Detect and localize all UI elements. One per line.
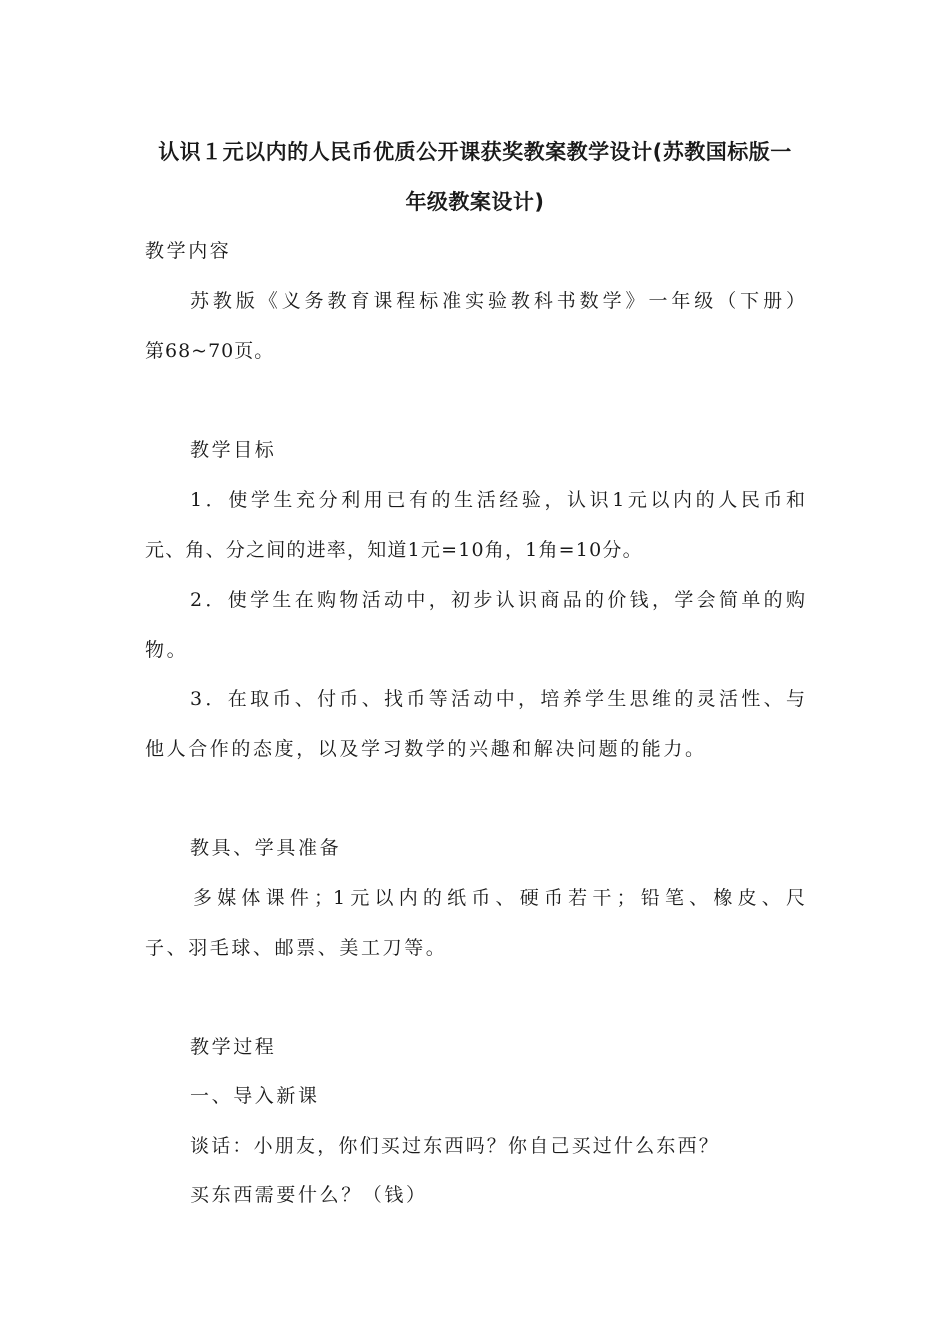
content-paragraph-line-2: 第68~70页。	[145, 340, 275, 362]
goal-item-3-line-2: 他人合作的态度，以及学习数学的兴趣和解决问题的能力。	[145, 738, 707, 760]
section-heading-materials: 教具、学具准备	[190, 837, 342, 859]
goal-item-1-line-2: 元、角、分之间的进率，知道1元=10角，1角=10分。	[145, 539, 643, 561]
goal-item-2-line-2: 物。	[145, 639, 189, 661]
process-subheading-1: 一、导入新课	[190, 1085, 320, 1107]
document-title-line-1: 认识１元以内的人民币优质公开课获奖教案教学设计(苏教国标版一	[158, 140, 792, 164]
process-line-2: 买东西需要什么？（钱）	[190, 1184, 428, 1206]
process-line-1: 谈话：小朋友，你们买过东西吗？你自己买过什么东西？	[190, 1135, 721, 1157]
section-heading-process: 教学过程	[190, 1036, 277, 1058]
goal-item-3-line-1: 3．在取币、付币、找币等活动中，培养学生思维的灵活性、与	[190, 688, 805, 710]
materials-paragraph-line-1: 多媒体课件；1元以内的纸币、硬币若干；铅笔、橡皮、尺	[193, 887, 805, 909]
content-paragraph-line-1: 苏教版《义务教育课程标准实验教科书数学》一年级（下册）	[190, 290, 805, 312]
section-heading-content: 教学内容	[145, 240, 232, 262]
document-title-line-2: 年级教案设计)	[405, 190, 545, 214]
materials-paragraph-line-2: 子、羽毛球、邮票、美工刀等。	[145, 937, 448, 959]
section-heading-goals: 教学目标	[190, 439, 277, 461]
goal-item-1-line-1: 1．使学生充分利用已有的生活经验，认识1元以内的人民币和	[190, 489, 805, 511]
goal-item-2-line-1: 2．使学生在购物活动中，初步认识商品的价钱，学会简单的购	[190, 589, 805, 611]
